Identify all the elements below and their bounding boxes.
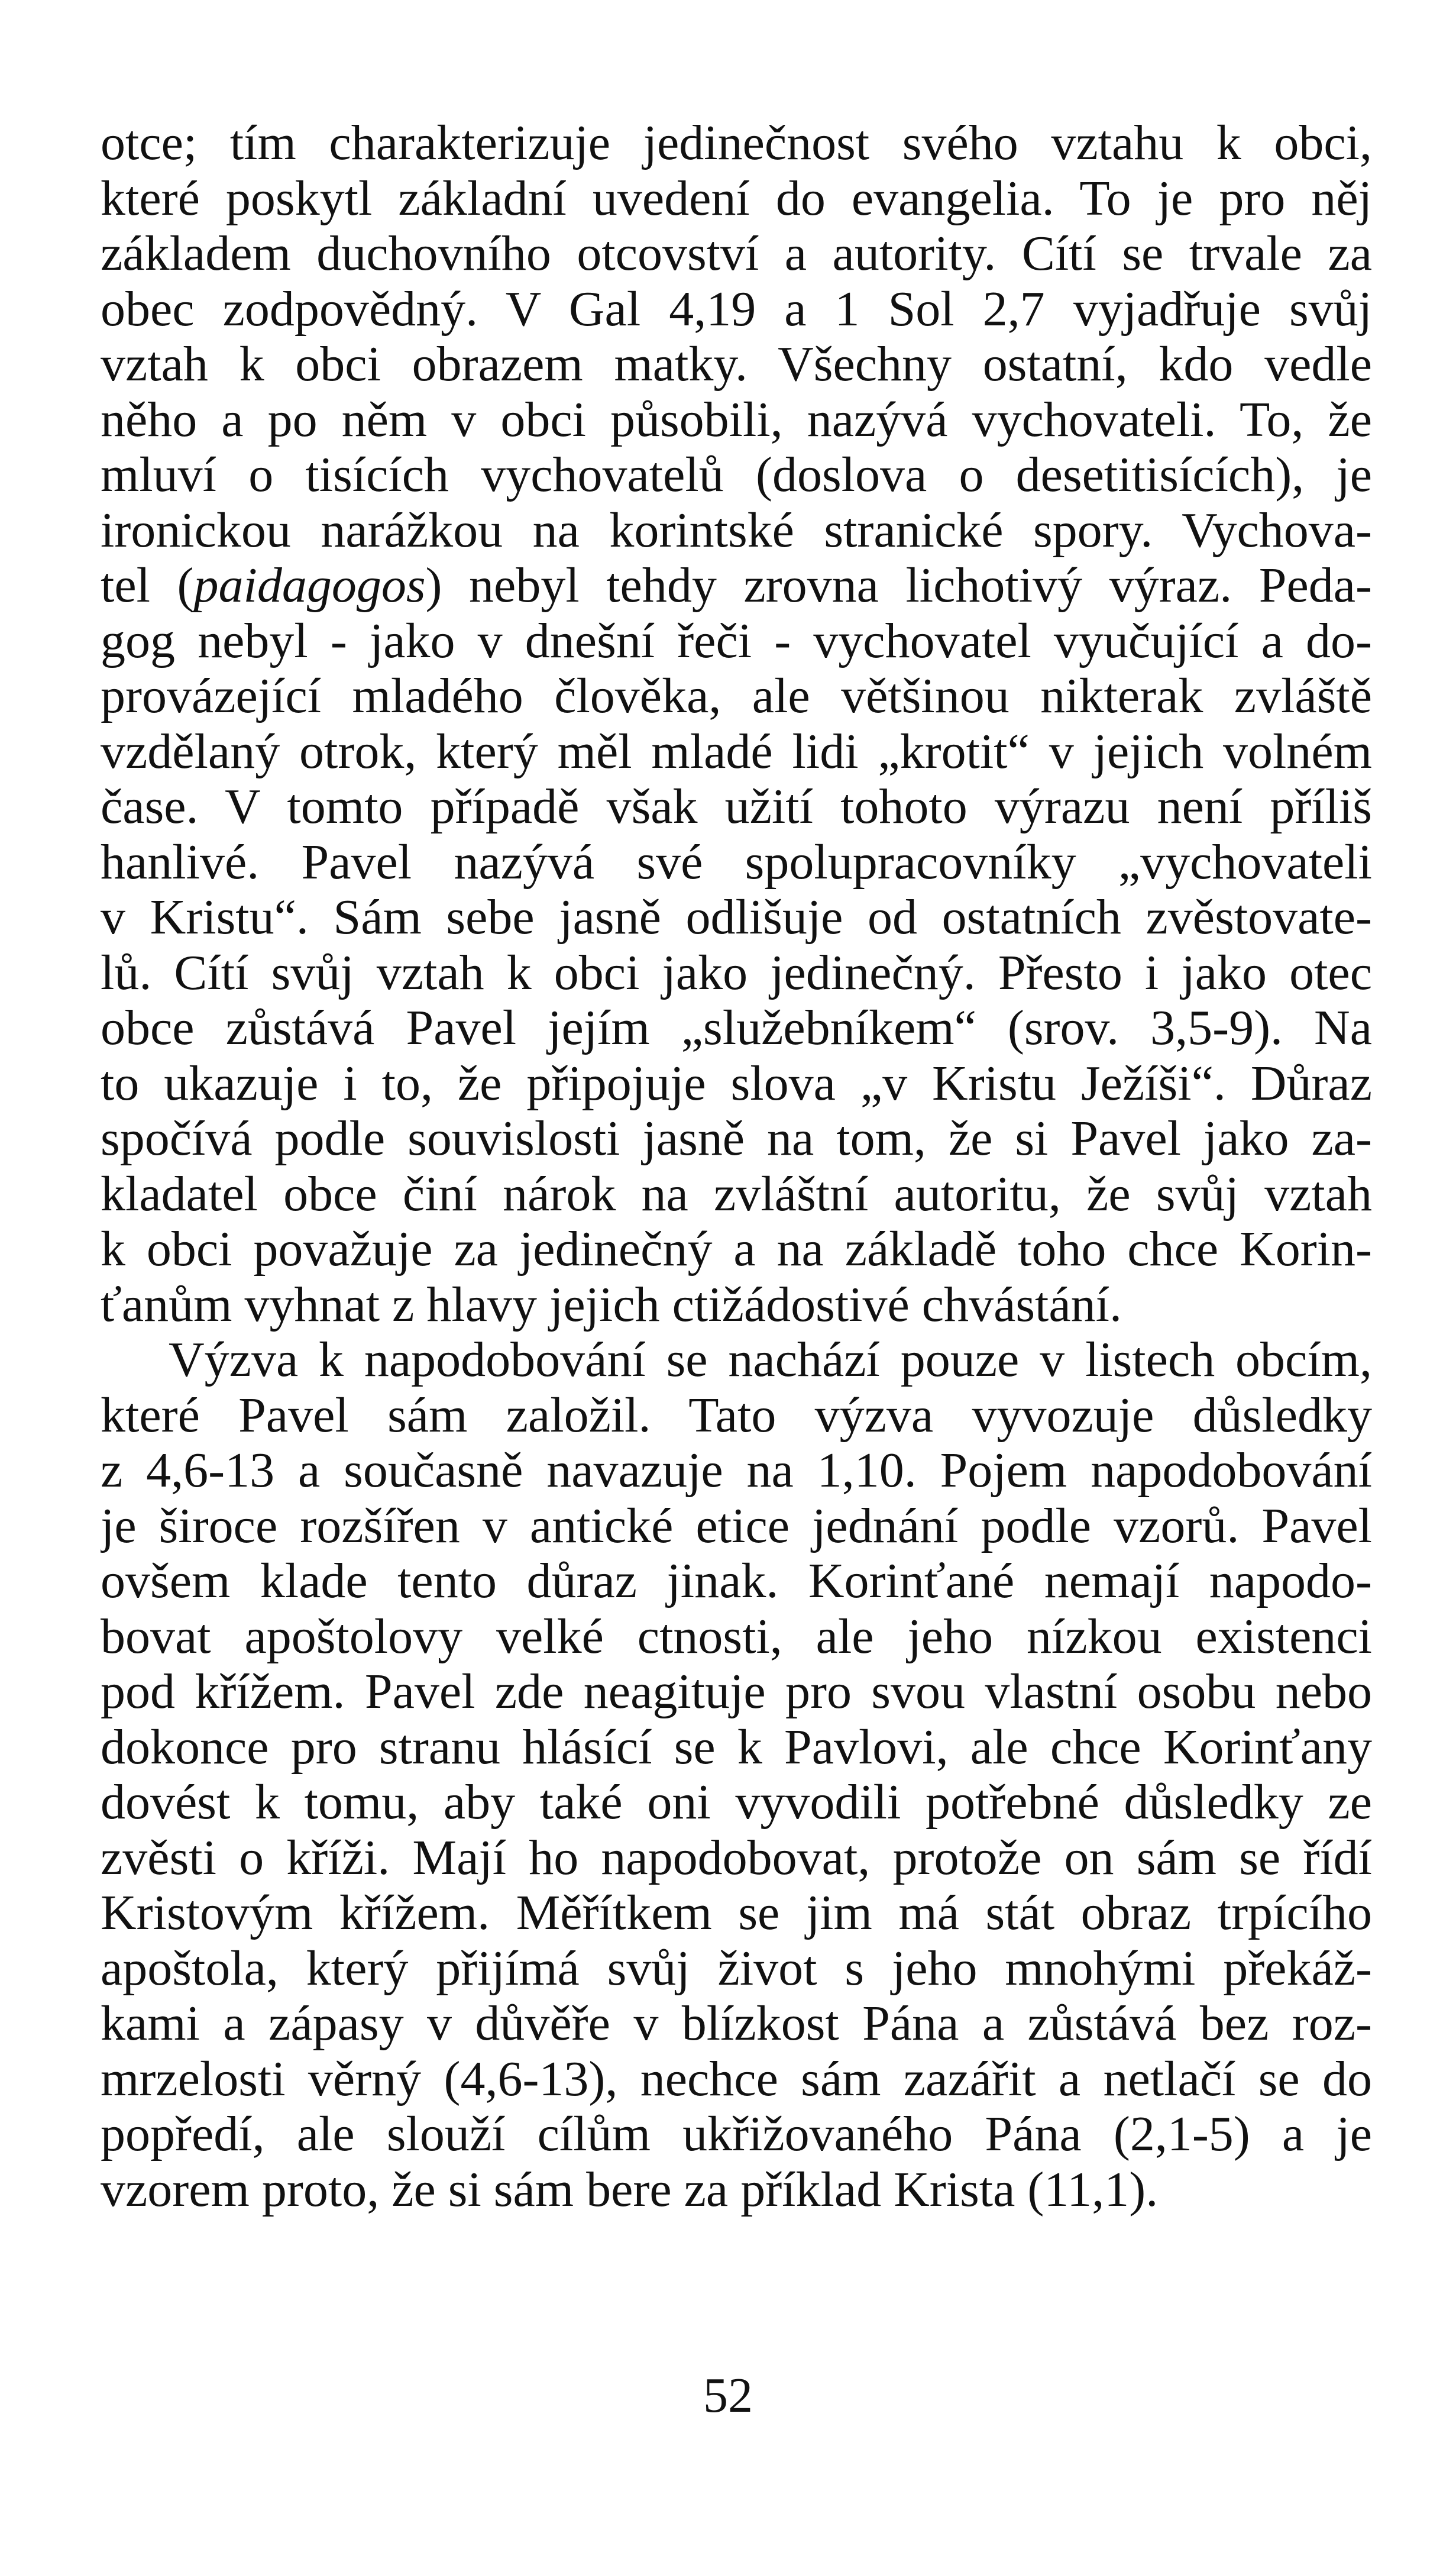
text-line: popředí, ale slouží cílům ukřižovaného Pána (2,1-5) a je [101, 2107, 1372, 2162]
text-line: hanlivé. Pavel nazývá své spolupracovníky „vychovateli [101, 834, 1372, 890]
text-line: obce zůstává Pavel jejím „služebníkem“ (srov. 3,5-9). Na [101, 1000, 1372, 1055]
text-line: ovšem klade tento důraz jinak. Korinťané nemají napodo- [101, 1553, 1372, 1608]
text-line: Výzva k napodobování se nachází pouze v listech obcím, [169, 1332, 1372, 1387]
text-line: kami a zápasy v důvěře v blízkost Pána a zůstává bez roz- [101, 1996, 1372, 2051]
text-line: mluví o tisících vychovatelů (doslova o desetitisících), je [101, 447, 1372, 502]
text-line: Kristovým křížem. Měřítkem se jim má stát obraz trpícího [101, 1885, 1372, 1940]
text-line: ironickou narážkou na korintské stranické spory. Vychova- [101, 502, 1372, 558]
text-line: otce; tím charakterizuje jedinečnost svého vztahu k obci, [101, 115, 1372, 170]
text-line: pod křížem. Pavel zde neagituje pro svou vlastní osobu nebo [101, 1664, 1372, 1719]
text-line: to ukazuje i to, že připojuje slova „v Kristu Ježíši“. Důraz [101, 1055, 1372, 1111]
text-line: které Pavel sám založil. Tato výzva vyvozuje důsledky [101, 1387, 1372, 1443]
paragraph-2 [101, 1332, 1372, 2217]
text-line: čase. V tomto případě však užití tohoto výrazu není příliš [101, 779, 1372, 834]
text-line: apoštola, který přijímá svůj život s jeho mnohými překáž- [101, 1940, 1372, 1996]
text-fragment: tel ( [101, 558, 194, 613]
paragraph-1 [101, 115, 1372, 1332]
text-line-with-italic-term [101, 558, 1372, 613]
text-line: je široce rozšířen v antické etice jednání podle vzorů. Pavel [101, 1498, 1372, 1553]
text-line: vztah k obci obrazem matky. Všechny ostatní, kdo vedle [101, 337, 1372, 392]
text-line: gog nebyl - jako v dnešní řeči - vychovatel vyučující a do- [101, 613, 1372, 668]
text-line: spočívá podle souvislosti jasně na tom, že si Pavel jako za- [101, 1111, 1372, 1166]
page-body [101, 115, 1372, 2217]
text-line: k obci považuje za jedinečný a na základě toho chce Korin- [101, 1222, 1372, 1277]
text-line: dokonce pro stranu hlásící se k Pavlovi, ale chce Korinťany [101, 1719, 1372, 1775]
text-line: ťanům vyhnat z hlavy jejich ctižádostivé chvástání. [101, 1277, 1122, 1332]
text-line: vzorem proto, že si sám bere za příklad Krista (11,1). [101, 2162, 1159, 2217]
page-number: 52 [703, 2368, 753, 2423]
text-line: provázející mladého člověka, ale většinou nikterak zvláště [101, 668, 1372, 723]
text-line: základem duchovního otcovství a autority. Cítí se trvale za [101, 226, 1372, 281]
text-line: mrzelosti věrný (4,6-13), nechce sám zazářit a netlačí se do [101, 2051, 1372, 2107]
text-line: dovést k tomu, aby také oni vyvodili potřebné důsledky ze [101, 1775, 1372, 1830]
text-line: z 4,6-13 a současně navazuje na 1,10. Pojem napodobování [101, 1443, 1372, 1498]
text-line: obec zodpovědný. V Gal 4,19 a 1 Sol 2,7 vyjadřuje svůj [101, 281, 1372, 337]
text-line: lů. Cítí svůj vztah k obci jako jedinečný. Přesto i jako otec [101, 945, 1372, 1000]
text-line: které poskytl základní uvedení do evangelia. To je pro něj [101, 170, 1372, 226]
text-line: kladatel obce činí nárok na zvláštní autoritu, že svůj vztah [101, 1166, 1372, 1222]
text-line: v Kristu“. Sám sebe jasně odlišuje od ostatních zvěstovate- [101, 890, 1372, 945]
text-line: něho a po něm v obci působili, nazývá vychovateli. To, že [101, 392, 1372, 447]
text-line: vzdělaný otrok, který měl mladé lidi „krotit“ v jejich volném [101, 723, 1372, 779]
text-line: bovat apoštolovy velké ctnosti, ale jeho nízkou existenci [101, 1608, 1372, 1664]
text-fragment: ) nebyl tehdy zrovna lichotivý výraz. Peda- [425, 558, 1372, 613]
italic-term: paidagogos [193, 558, 426, 613]
text-line: zvěsti o kříži. Mají ho napodobovat, protože on sám se řídí [101, 1830, 1372, 1885]
